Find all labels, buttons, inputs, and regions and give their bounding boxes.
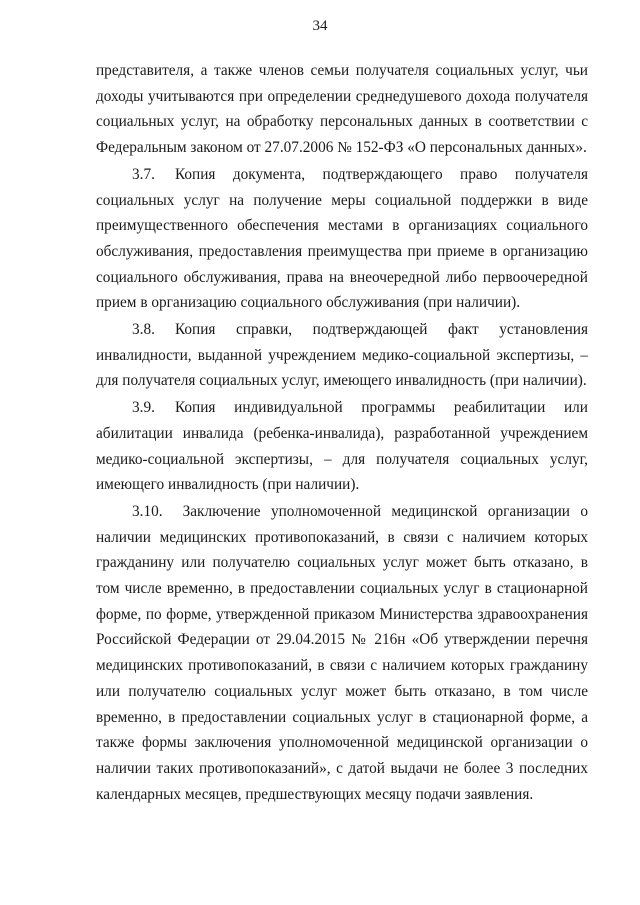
paragraph-text: Копия документа, подтверждающего право получателя социальных услуг на получение меры социальной поддержки в виде преимущественного обеспечения местами в организациях социального обслуживания, предоставления преимущества при приеме в организацию социального обслуживания, права на внеочередной либо первоочередной прием в организацию социального обслуживания (при наличии). [96,165,588,312]
paragraph-3-9 [96,395,588,498]
paragraph-3-7 [96,162,588,316]
paragraph-number: 3.8. [132,321,155,339]
paragraph-text: Копия справки, подтверждающей факт установления инвалидности, выданной учреждением медико-социальной экспертизы, – для получателя социальных услуг, имеющего инвалидность (при наличии). [96,321,588,390]
document-body [96,58,588,807]
paragraph-number: 3.10. [132,502,163,520]
paragraph-3-10 [96,499,588,807]
paragraph-text: представителя, а также членов семьи получателя социальных услуг, чьи доходы учитываются при определении среднедушевого дохода получателя социальных услуг, на обработку персональных данных в соответствии с Федеральным законом от 27.07.2006 № 152-ФЗ «О персональных данных». [96,62,588,157]
paragraph-number: 3.9. [132,399,155,417]
paragraph-consent-continuation [96,58,588,161]
paragraph-text: Копия индивидуальной программы реабилитации или абилитации инвалида (ребенка-инвалида), разработанной учреждением медико-социальной экспертизы, – для получателя социальных услуг, имеющего инвалидность (при наличии). [96,399,588,494]
paragraph-number: 3.7. [132,165,155,183]
page-number: 34 [312,18,328,34]
paragraph-3-8 [96,317,588,394]
paragraph-text: Заключение уполномоченной медицинской организации о наличии медицинских противопоказаний, в связи с наличием которых гражданину или получателю социальных услуг может быть отказано, в том числе временно, в предоставлении социальных услуг в стационарной форме, по форме, утвержденной приказом Министерства здравоохранения Российской Федерации от 29.04.2015 № 216н «Об утверждении перечня медицинских противопоказаний, в связи с наличием которых гражданину или получателю социальных услуг может быть отказано, в том числе временно, в предоставлении социальных услуг в стационарной форме, а также формы заключения уполномоченной медицинской организации о наличии таких противопоказаний», с датой выдачи не более 3 последних календарных месяцев, предшествующих месяцу подачи заявления. [96,502,588,803]
